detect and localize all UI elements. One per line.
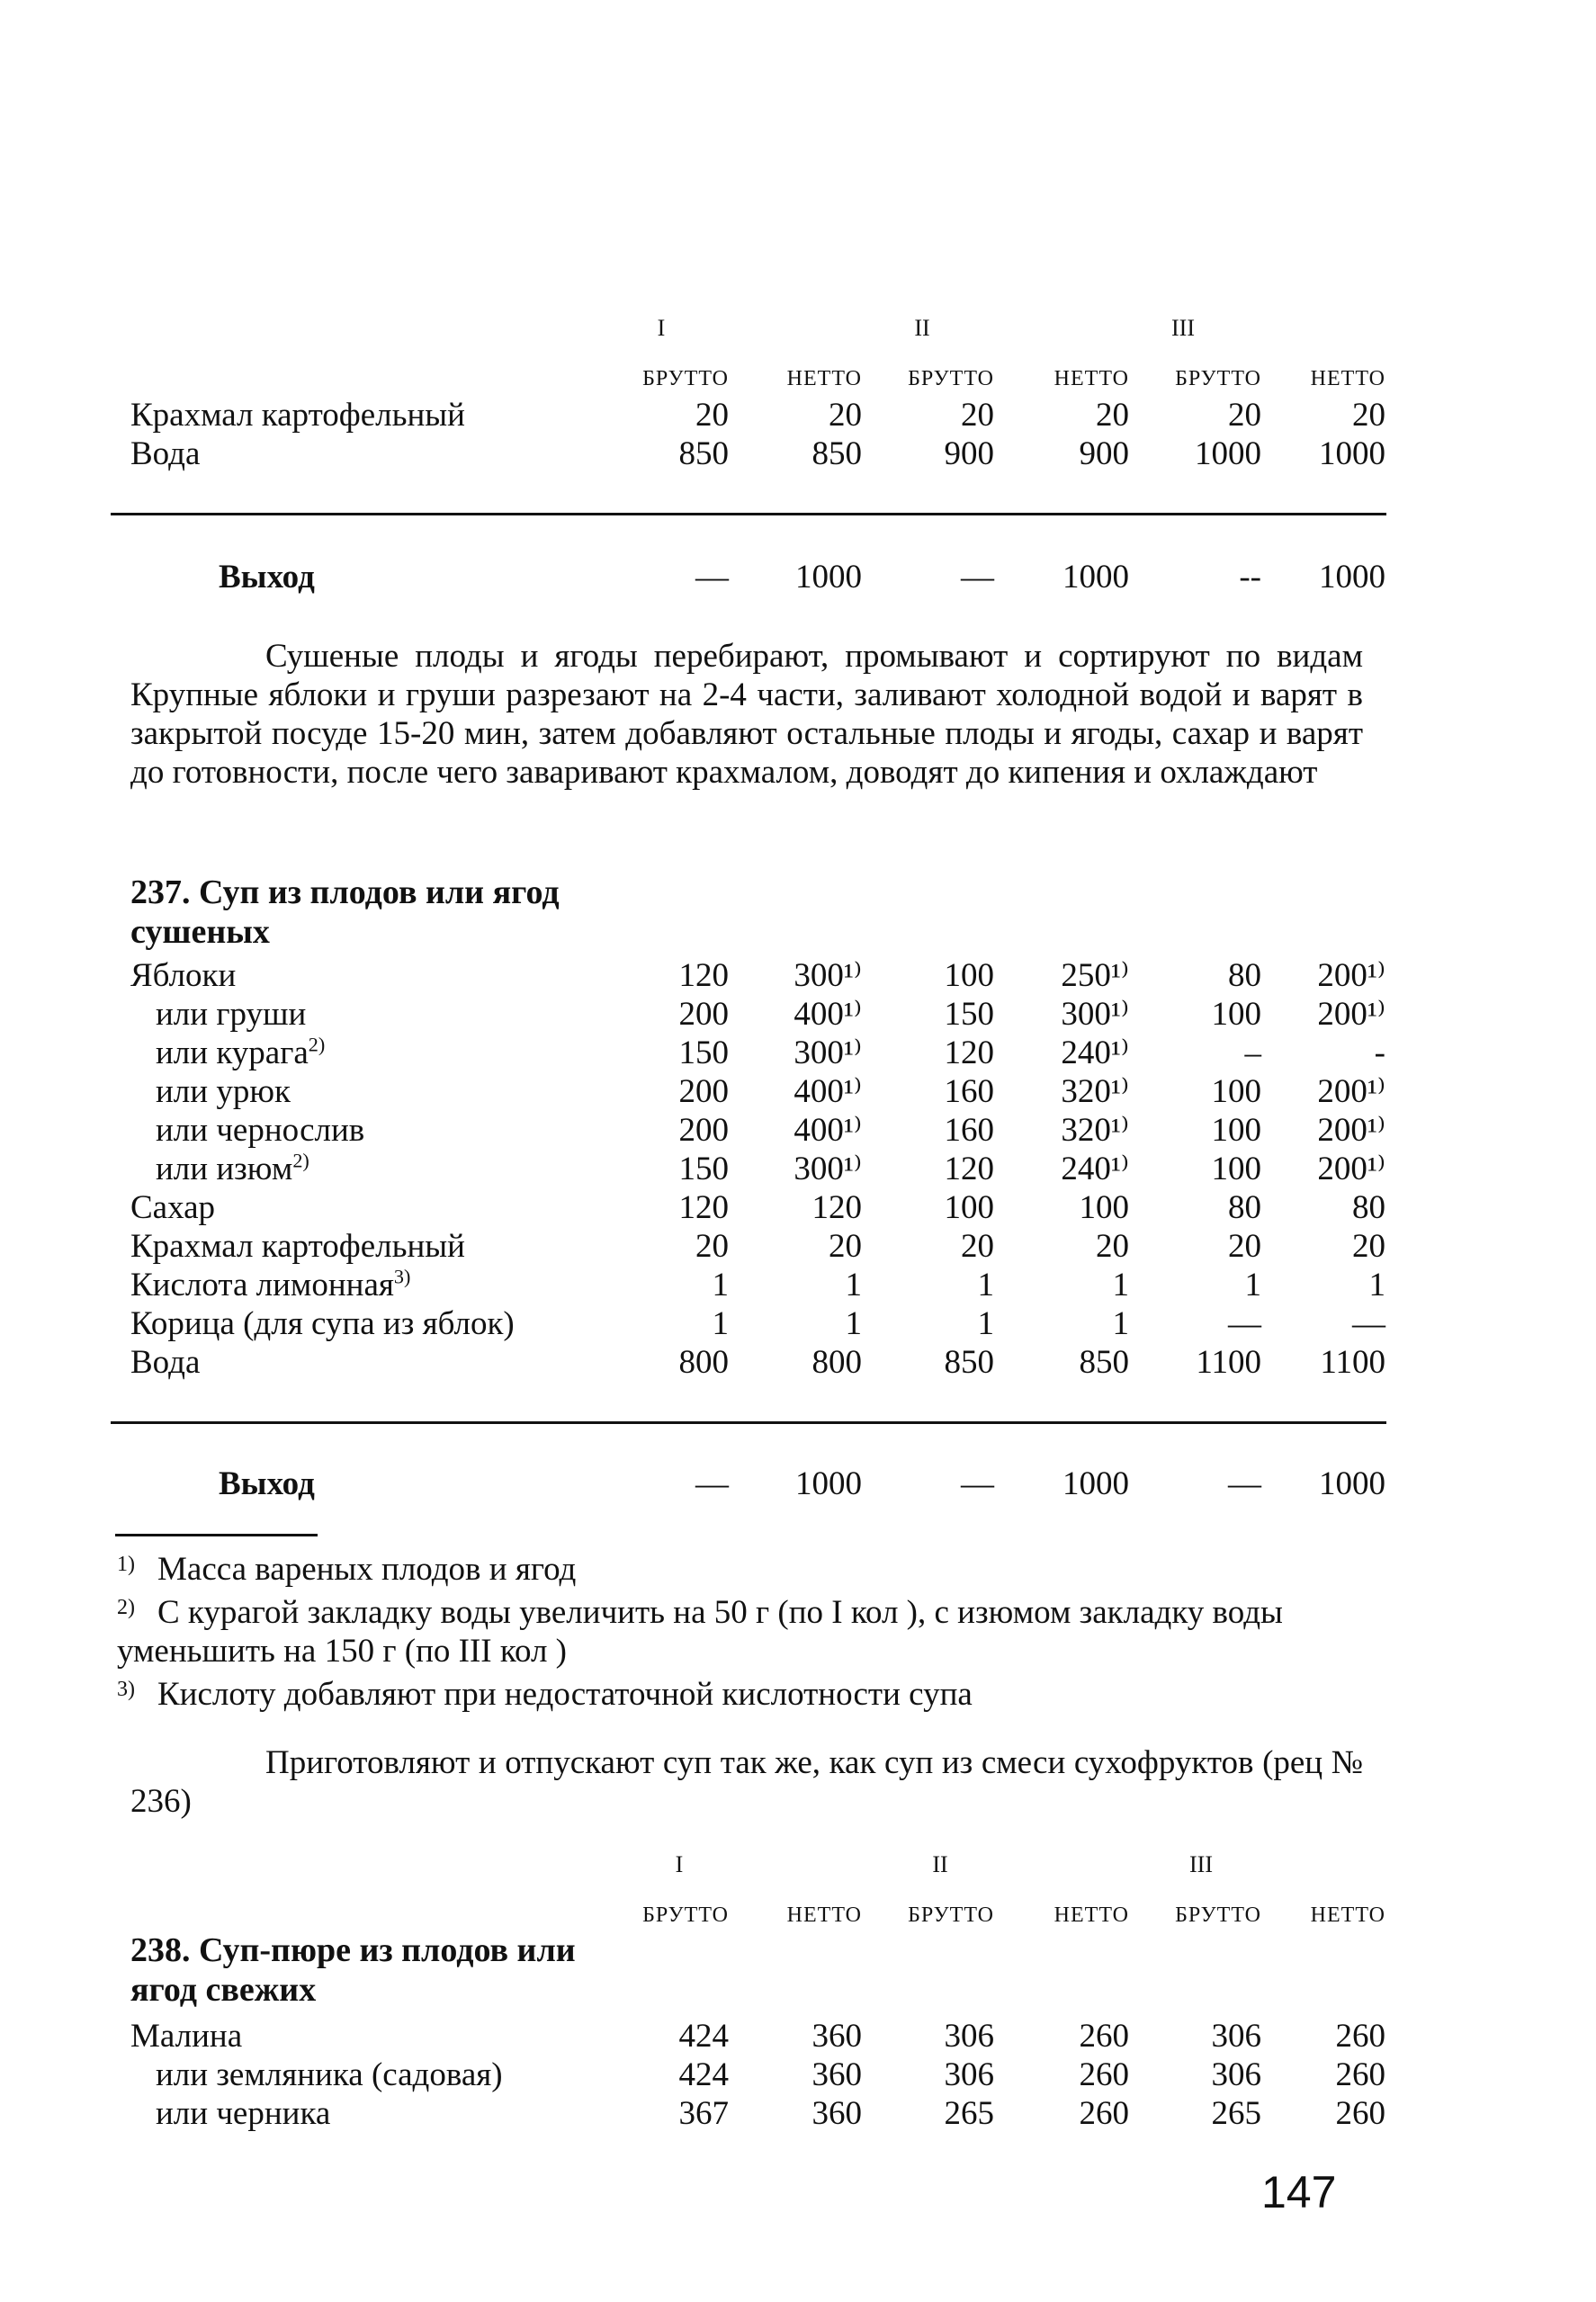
- cell: 850: [944, 1344, 994, 1381]
- label-text: Кислота лимонная: [130, 1267, 394, 1303]
- cell: 160: [944, 1112, 994, 1149]
- label-text: или курага: [156, 1035, 309, 1071]
- table-237: [130, 956, 1385, 1382]
- subheader: НЕТТО: [1310, 367, 1385, 390]
- yield-label: Выход: [219, 559, 315, 596]
- method-text: Сушеные плоды и ягоды перебирают, промывают и сортируют по видам Крупные яблоки и груши разрезают на 2-4 части, заливают холодной водой и варят в закрытой посуде 15-20 мин, затем добавляют остальные плоды и ягоды, сахар и варят до готовности, после чего заваривают крахмалом, доводят до кипения и охлаждают: [130, 638, 1363, 791]
- method-text: Приготовляют и отпускают суп так же, как суп из смеси сухофруктов (рец № 236): [130, 1744, 1363, 1820]
- table-rule: [111, 513, 1386, 515]
- page-number: 147: [1261, 2167, 1337, 2217]
- footnote: [117, 1671, 1367, 1714]
- cell: 360: [811, 2056, 862, 2093]
- cell: 1: [1368, 1267, 1385, 1303]
- subheader: НЕТТО: [786, 1903, 862, 1927]
- cell: 100: [1211, 1112, 1261, 1149]
- recipe-237-title: [130, 873, 560, 952]
- cell: 1000: [795, 559, 862, 596]
- footnote-ref: 3): [393, 1265, 411, 1288]
- subheader: БРУТТО: [908, 1903, 994, 1927]
- table-row: [130, 1188, 1385, 1227]
- ingredient-label: [156, 1150, 309, 1188]
- cell: 100: [1079, 1189, 1129, 1226]
- cell: 300¹⁾: [794, 957, 862, 994]
- cell: 320¹⁾: [1061, 1073, 1129, 1110]
- cell: 1000: [795, 1465, 862, 1502]
- label-text: или изюм: [156, 1151, 293, 1187]
- cell: —: [961, 1465, 994, 1502]
- cell: 900: [1079, 435, 1129, 472]
- footnote-ref: 2): [292, 1149, 309, 1172]
- cell: 1: [712, 1305, 729, 1342]
- ingredient-label: или урюк: [156, 1073, 291, 1110]
- cell: 80: [1352, 1189, 1385, 1226]
- cell: 80: [1228, 1189, 1261, 1226]
- subheader: НЕТТО: [1054, 1903, 1129, 1927]
- cell: 260: [1335, 2018, 1385, 2055]
- method-236: [130, 637, 1363, 792]
- cell: --: [1239, 559, 1261, 596]
- subheader: БРУТТО: [1175, 367, 1261, 390]
- footnote-ref: 2): [308, 1033, 326, 1056]
- cell: 320¹⁾: [1061, 1112, 1129, 1149]
- cell: 1000: [1195, 435, 1261, 472]
- ingredient-label: Сахар: [130, 1189, 216, 1226]
- ingredient-label: Малина: [130, 2018, 243, 2055]
- cell: 20: [961, 1228, 994, 1265]
- cell: —: [961, 559, 994, 596]
- title-line: ягод свежих: [130, 1971, 317, 2009]
- cell: 360: [811, 2018, 862, 2055]
- cell: 1000: [1063, 1465, 1129, 1502]
- column-number: III: [1189, 1851, 1213, 1877]
- cell: 260: [1335, 2056, 1385, 2093]
- footnote-mark: 3): [117, 1678, 135, 1701]
- cell: 20: [1096, 397, 1129, 434]
- cell: –: [1244, 1035, 1261, 1071]
- footnote: [117, 1589, 1367, 1671]
- ingredient-label: Вода: [130, 1344, 201, 1381]
- cell: 260: [1335, 2095, 1385, 2132]
- ingredient-label: Вода: [130, 435, 201, 472]
- table-row: [130, 396, 1385, 434]
- ingredient-label: или груши: [156, 996, 307, 1033]
- cell: 200: [678, 996, 729, 1033]
- footnote-text: Кислоту добавляют при недостаточной кислотности супа: [157, 1676, 973, 1713]
- column-number: I: [657, 315, 666, 341]
- cell: 265: [1211, 2095, 1261, 2132]
- table-row: [130, 1343, 1385, 1382]
- cell: 1: [977, 1267, 994, 1303]
- cell: 1000: [1319, 559, 1385, 596]
- cell: 850: [811, 435, 862, 472]
- cell: 120: [811, 1189, 862, 1226]
- cell: 200: [678, 1073, 729, 1110]
- footnote: [117, 1545, 1367, 1589]
- cell: 120: [944, 1035, 994, 1071]
- method-237: [130, 1743, 1363, 1821]
- footnote-separator: [115, 1534, 318, 1536]
- table-row: [130, 1111, 1385, 1150]
- ingredient-label: Яблоки: [130, 957, 237, 994]
- cell: 120: [678, 957, 729, 994]
- ingredient-label: [156, 1034, 325, 1072]
- cell: 100: [944, 957, 994, 994]
- cell: 20: [961, 397, 994, 434]
- table-row: [130, 1034, 1385, 1072]
- column-numbers: [130, 1851, 1385, 1887]
- table-row: [130, 1150, 1385, 1188]
- table-row: [130, 995, 1385, 1034]
- cell: 300¹⁾: [794, 1151, 862, 1187]
- cell: 20: [1228, 397, 1261, 434]
- cell: 200¹⁾: [1317, 957, 1385, 994]
- cell: 300¹⁾: [794, 1035, 862, 1071]
- cell: 200: [678, 1112, 729, 1149]
- cell: 260: [1079, 2056, 1129, 2093]
- cell: 1: [977, 1305, 994, 1342]
- cell: 20: [1096, 1228, 1129, 1265]
- column-number: III: [1171, 315, 1195, 341]
- cell: 424: [678, 2018, 729, 2055]
- cell: 20: [1228, 1228, 1261, 1265]
- subheader: БРУТТО: [642, 1903, 729, 1927]
- table-row: [130, 956, 1385, 995]
- column-subheaders: [130, 360, 1385, 396]
- cell: 424: [678, 2056, 729, 2093]
- cell: 1: [1112, 1267, 1129, 1303]
- cell: 400¹⁾: [794, 1073, 862, 1110]
- cell: 120: [944, 1151, 994, 1187]
- table-row: [130, 2056, 1385, 2094]
- ingredient-label: Крахмал картофельный: [130, 397, 465, 434]
- cell: 200¹⁾: [1317, 1073, 1385, 1110]
- cell: 200¹⁾: [1317, 996, 1385, 1033]
- cell: 200¹⁾: [1317, 1112, 1385, 1149]
- cell: 20: [1352, 397, 1385, 434]
- cell: 850: [1079, 1344, 1129, 1381]
- cell: 1: [845, 1305, 862, 1342]
- cell: —: [695, 559, 729, 596]
- cell: 1: [712, 1267, 729, 1303]
- yield-236: [130, 558, 1385, 596]
- title-line: сушеных: [130, 913, 270, 951]
- cell: 1100: [1196, 1344, 1261, 1381]
- column-numbers: [130, 315, 1385, 351]
- cell: -: [1374, 1035, 1385, 1071]
- cell: 1000: [1319, 1465, 1385, 1502]
- cell: 150: [944, 996, 994, 1033]
- subheader: БРУТТО: [908, 367, 994, 390]
- cell: 306: [1211, 2056, 1261, 2093]
- ingredient-label: Крахмал картофельный: [130, 1228, 465, 1265]
- cell: 1: [1112, 1305, 1129, 1342]
- cell: 400¹⁾: [794, 996, 862, 1033]
- footnote-text: Масса вареных плодов и ягод: [157, 1551, 577, 1588]
- subheader: НЕТТО: [786, 367, 862, 390]
- cell: 20: [695, 397, 729, 434]
- cell: 20: [1352, 1228, 1385, 1265]
- cell: 1000: [1319, 435, 1385, 472]
- cell: 800: [811, 1344, 862, 1381]
- table-238: [130, 2017, 1385, 2133]
- subheader: НЕТТО: [1054, 367, 1129, 390]
- ingredient-label: или черника: [156, 2095, 331, 2132]
- cell: 900: [944, 435, 994, 472]
- subheader: НЕТТО: [1310, 1903, 1385, 1927]
- footnotes: [117, 1545, 1367, 1714]
- cell: 100: [1211, 1151, 1261, 1187]
- ingredient-label: [130, 1266, 410, 1304]
- title-line: 237. Суп из плодов или ягод: [130, 873, 560, 911]
- yield-label: Выход: [219, 1465, 315, 1502]
- cell: 250¹⁾: [1061, 957, 1129, 994]
- table-row: [130, 1072, 1385, 1111]
- cell: 200¹⁾: [1317, 1151, 1385, 1187]
- cell: 150: [678, 1151, 729, 1187]
- recipe-238-title: [130, 1930, 576, 2010]
- subheader: БРУТТО: [1175, 1903, 1261, 1927]
- table-row: [130, 1227, 1385, 1266]
- cell: 400¹⁾: [794, 1112, 862, 1149]
- table-row: [130, 2094, 1385, 2133]
- table-rule: [111, 1421, 1386, 1424]
- ingredient-label: или земляника (садовая): [156, 2056, 503, 2093]
- cell: 306: [944, 2018, 994, 2055]
- ingredient-label: или чернослив: [156, 1112, 365, 1149]
- cell: 367: [678, 2095, 729, 2132]
- cell: —: [695, 1465, 729, 1502]
- cell: 300¹⁾: [1061, 996, 1129, 1033]
- table-238-header: [130, 1851, 1385, 1932]
- cell: 240¹⁾: [1061, 1151, 1129, 1187]
- cell: —: [1352, 1305, 1385, 1342]
- cell: 1: [1244, 1267, 1261, 1303]
- footnote-mark: 2): [117, 1596, 135, 1619]
- cell: 240¹⁾: [1061, 1035, 1129, 1071]
- table-row: [130, 1266, 1385, 1304]
- cell: 20: [829, 397, 862, 434]
- cell: 80: [1228, 957, 1261, 994]
- cell: 120: [678, 1189, 729, 1226]
- cell: 306: [944, 2056, 994, 2093]
- cell: —: [1228, 1305, 1261, 1342]
- yield-row: [130, 558, 1385, 596]
- cell: 1000: [1063, 559, 1129, 596]
- ingredient-label: Корица (для супа из яблок): [130, 1305, 515, 1342]
- cell: 160: [944, 1073, 994, 1110]
- cell: 100: [1211, 996, 1261, 1033]
- table-236: [130, 315, 1385, 473]
- cell: 800: [678, 1344, 729, 1381]
- cell: 150: [678, 1035, 729, 1071]
- column-number: II: [932, 1851, 948, 1877]
- cell: 306: [1211, 2018, 1261, 2055]
- cell: 20: [695, 1228, 729, 1265]
- yield-row: [130, 1465, 1385, 1503]
- cell: 265: [944, 2095, 994, 2132]
- footnote-text: С курагой закладку воды увеличить на 50 г (по I кол ), с изюмом закладку воды уменьшить на 150 г (по III кол ): [117, 1594, 1283, 1670]
- cell: 20: [829, 1228, 862, 1265]
- cell: 260: [1079, 2018, 1129, 2055]
- yield-237: [130, 1465, 1385, 1503]
- cell: 100: [1211, 1073, 1261, 1110]
- column-subheaders: [130, 1896, 1385, 1932]
- cell: 1: [845, 1267, 862, 1303]
- column-number: II: [914, 315, 930, 341]
- cell: 1100: [1320, 1344, 1385, 1381]
- column-number: I: [675, 1851, 684, 1877]
- title-line: 238. Суп-пюре из плодов или: [130, 1931, 576, 1969]
- table-row: [130, 1304, 1385, 1343]
- subheader: БРУТТО: [642, 367, 729, 390]
- cell: 100: [944, 1189, 994, 1226]
- cell: 360: [811, 2095, 862, 2132]
- table-row: [130, 434, 1385, 473]
- cell: —: [1228, 1465, 1261, 1502]
- cell: 850: [678, 435, 729, 472]
- cell: 260: [1079, 2095, 1129, 2132]
- footnote-mark: 1): [117, 1553, 135, 1576]
- table-row: [130, 2017, 1385, 2056]
